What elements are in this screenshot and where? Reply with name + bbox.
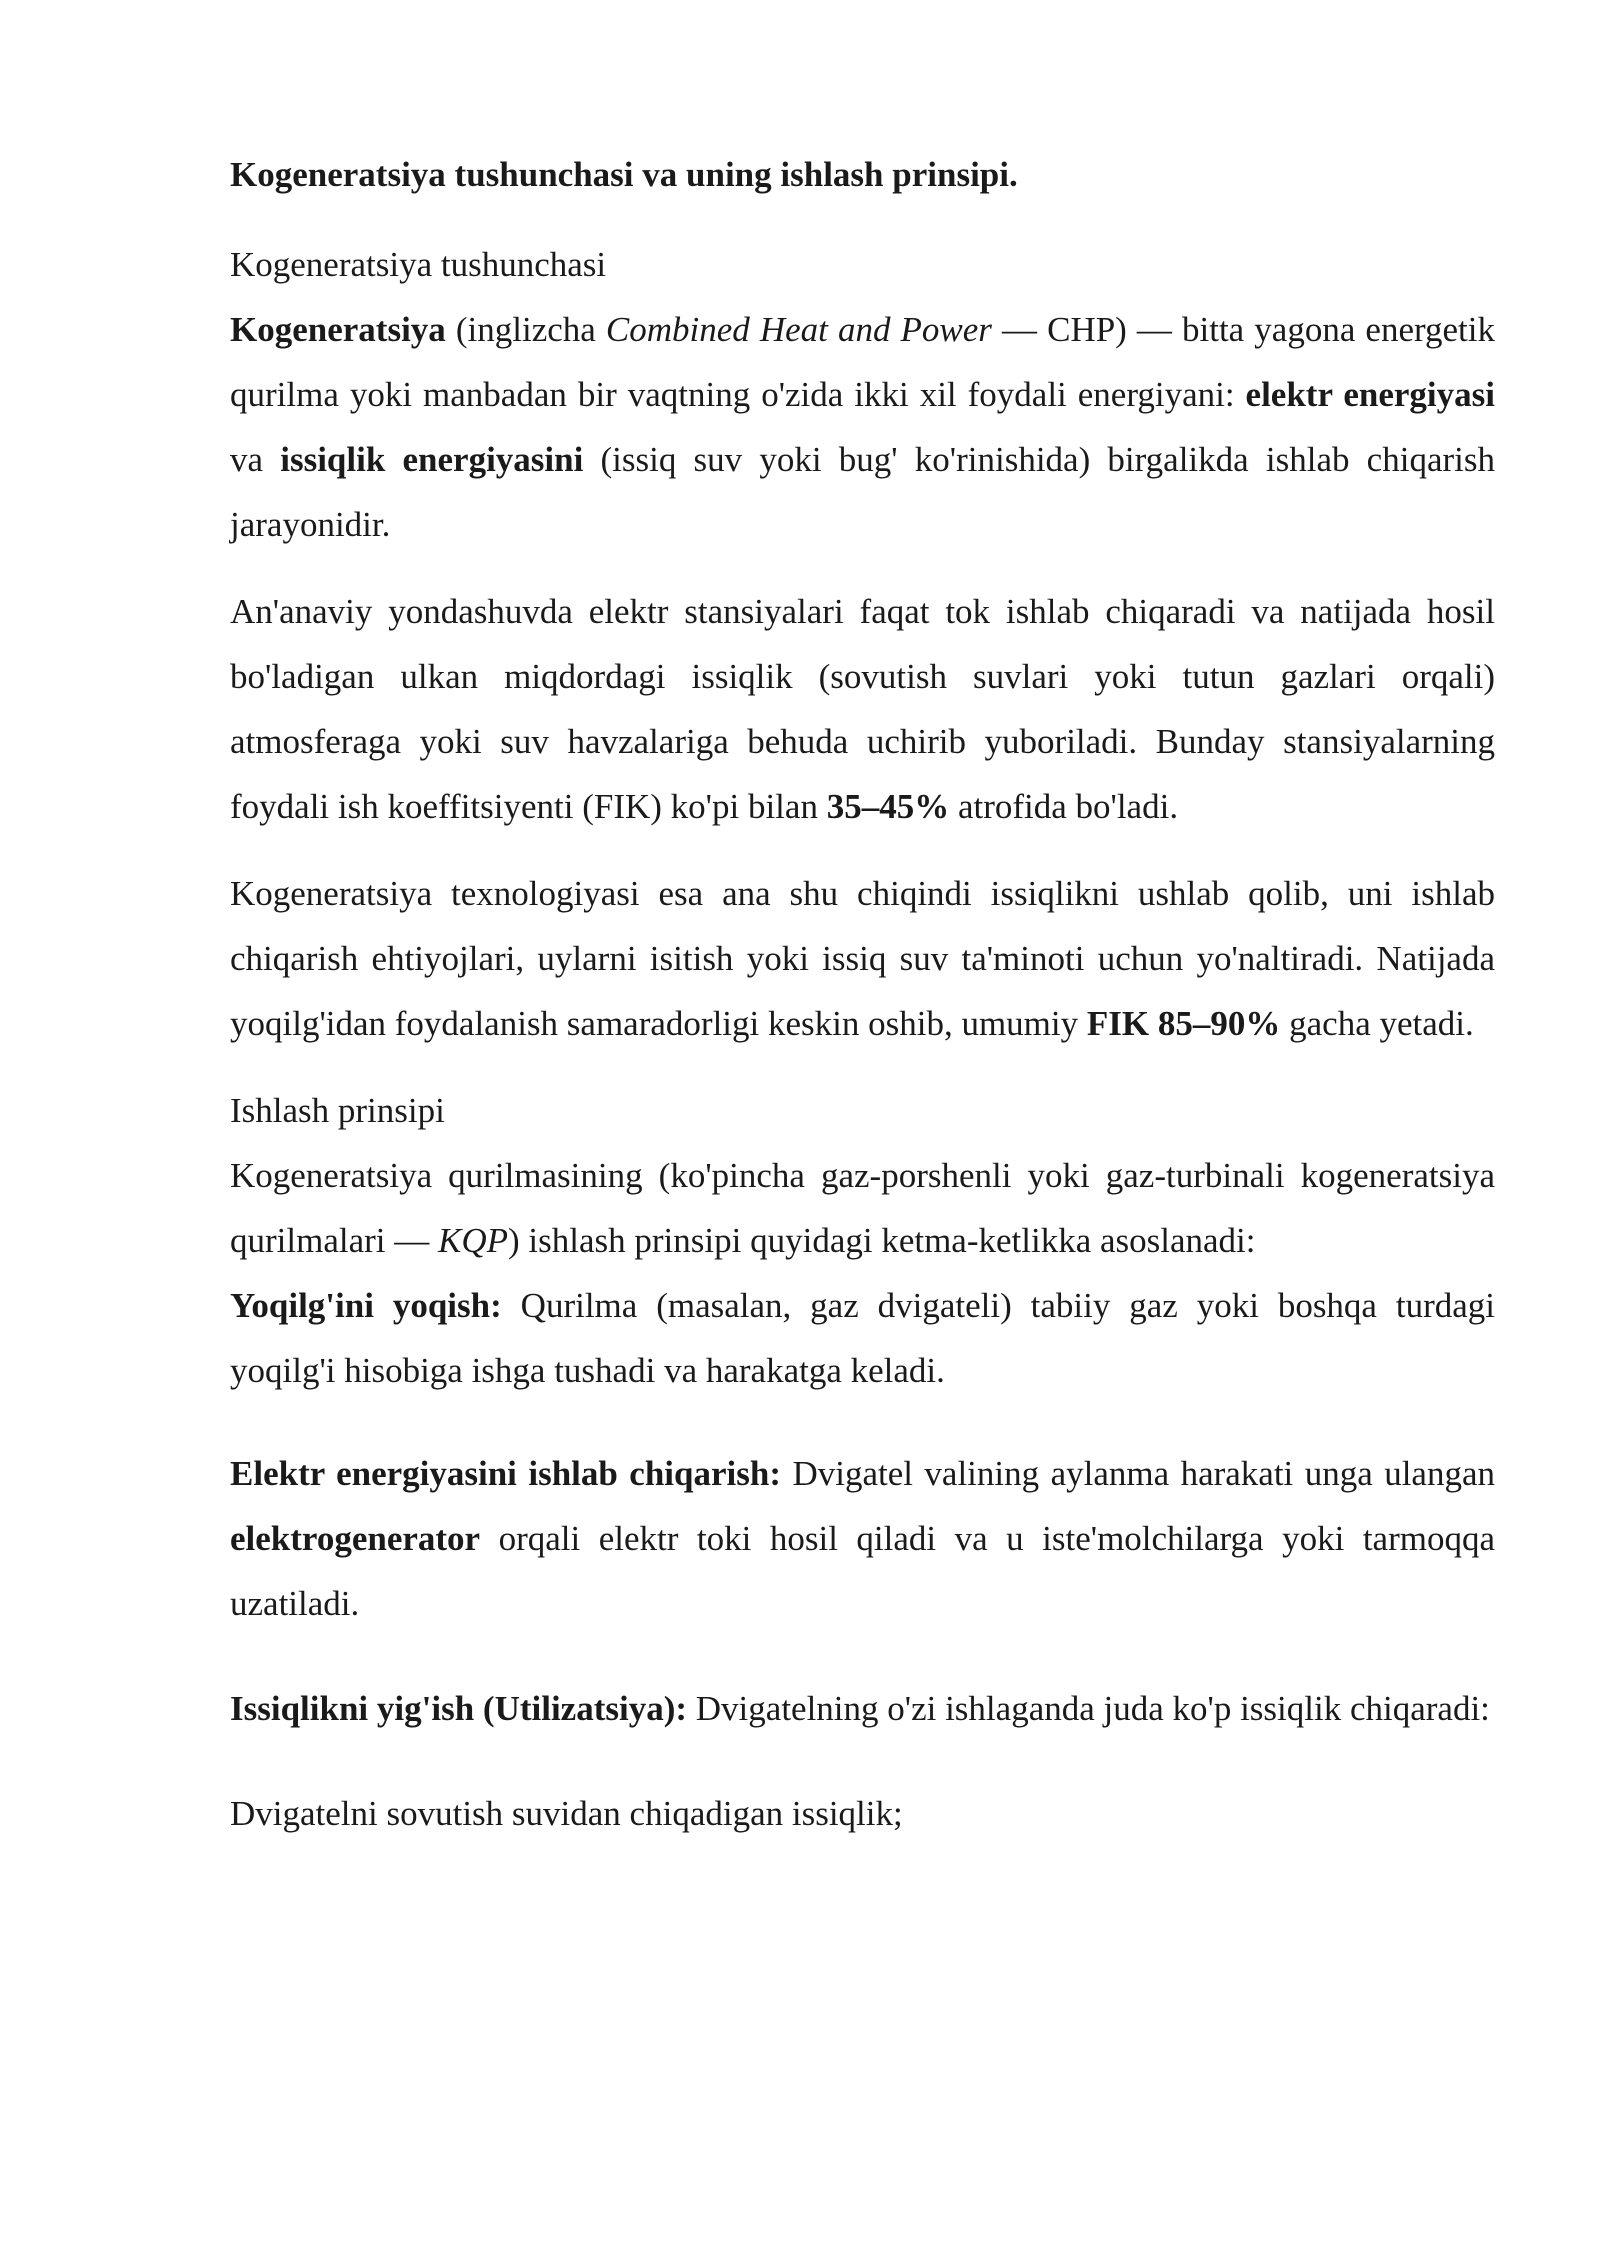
step-heat-recovery: Issiqlikni yig'ish (Utilizatsiya): Dvigatelning o'zi ishlaganda juda ko'p issiqlik chiqaradi:	[230, 1689, 1490, 1728]
list-item-cooling-water-heat: Dvigatelni sovutish suvidan chiqadigan issiqlik;	[230, 1794, 903, 1833]
paragraph-cogeneration-technology: Kogeneratsiya texnologiyasi esa ana shu chiqindi issiqlikni ushlab qolib, uni ishlab chiqarish ehtiyojlari, uylarni isitish yoki issiq suv ta'minoti uchun yo'naltiradi. Natijada yoqilg'idan foydalanish samaradorligi keskin oshib, umumiy FIK 85–90% gacha yetadi.	[230, 874, 1495, 1043]
step-electricity-generation: Elektr energiyasini ishlab chiqarish: Dvigatel valining aylanma harakati unga ulangan elektrogenerator orqali elektr toki hosil qiladi va u iste'molchilarga yoki tarmoqqa uzatiladi.	[230, 1454, 1495, 1623]
term-heat-energy: issiqlik energiyasini	[280, 440, 584, 479]
step-fuel-combustion: Yoqilg'ini yoqish: Qurilma (masalan, gaz dvigateli) tabiiy gaz yoki boshqa turdagi yoqilg'i hisobiga ishga tushadi va harakatga keladi.	[230, 1286, 1495, 1390]
abbrev-kqp: KQP	[438, 1221, 509, 1260]
efficiency-cogeneration: FIK 85–90%	[1086, 1004, 1281, 1043]
step-label: Elektr energiyasini ishlab chiqarish:	[230, 1454, 781, 1493]
document-page	[230, 150, 1495, 1846]
step-label: Yoqilg'ini yoqish:	[230, 1286, 502, 1325]
english-term: Combined Heat and Power	[605, 310, 992, 349]
term-electrogenerator: elektrogenerator	[230, 1519, 481, 1558]
term-kogeneratsiya: Kogeneratsiya	[230, 310, 446, 349]
paragraph-principle-intro: Kogeneratsiya qurilmasining (ko'pincha gaz-porshenli yoki gaz-turbinali kogeneratsiya qurilmalari — KQP) ishlash prinsipi quyidagi ketma-ketlikka asoslanadi:	[230, 1156, 1495, 1260]
term-electric-energy: elektr energiyasi	[1245, 375, 1495, 414]
section-heading-principle: Ishlash prinsipi	[230, 1091, 445, 1130]
paragraph-definition: Kogeneratsiya (inglizcha Combined Heat and Power — CHP) — bitta yagona energetik qurilma yoki manbadan bir vaqtning o'zida ikki xil foydali energiyani: elektr energiyasi va issiqlik energiyasini (issiq suv yoki bug' ko'rinishida) birgalikda ishlab chiqarish jarayonidir.	[230, 310, 1496, 544]
section-heading-concept: Kogeneratsiya tushunchasi	[230, 245, 607, 284]
document-title: Kogeneratsiya tushunchasi va uning ishlash prinsipi.	[230, 155, 1018, 194]
efficiency-traditional: 35–45%	[826, 787, 950, 826]
step-label: Issiqlikni yig'ish (Utilizatsiya):	[230, 1689, 688, 1728]
paragraph-traditional-approach: An'anaviy yondashuvda elektr stansiyalari faqat tok ishlab chiqaradi va natijada hosil bo'ladigan ulkan miqdordagi issiqlik (sovutish suvlari yoki tutun gazlari orqali) atmosferaga yoki suv havzalariga behuda uchirib yuboriladi. Bunday stansiyalarning foydali ish koeffitsiyenti (FIK) ko'pi bilan 35–45% atrofida bo'ladi.	[230, 592, 1495, 826]
